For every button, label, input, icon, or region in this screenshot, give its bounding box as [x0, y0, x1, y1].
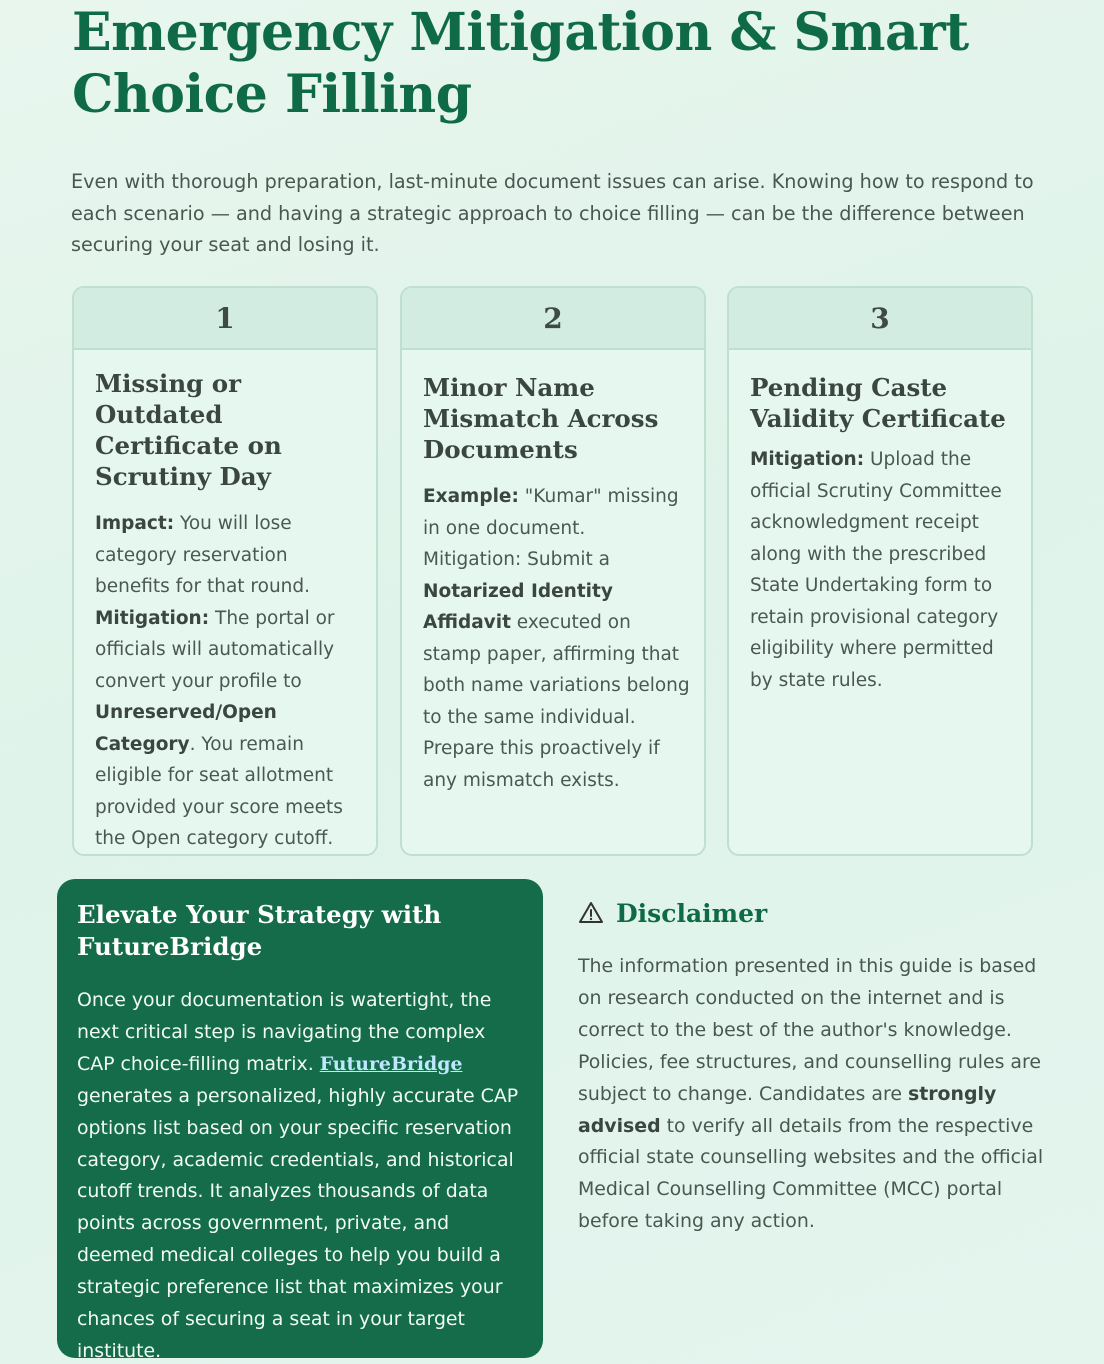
promo-body-start: Once your documentation is watertight, the next critical step is navigating the complex CAP choice-filling matrix.	[77, 989, 492, 1075]
page-title: Emergency Mitigation & Smart Choice Filling	[72, 2, 969, 125]
impact-text: You will lose category reservation benefits for that round.	[95, 513, 311, 597]
card-number: 2	[402, 288, 704, 350]
mitigation-tail: . You remain eligible for seat allotment provided your score meets the Open category cutoff.	[95, 733, 343, 849]
scenario-card-1	[72, 286, 378, 856]
warning-triangle-icon	[578, 900, 604, 926]
mitigation-label: Mitigation:	[95, 607, 210, 629]
disclaimer-header	[578, 895, 1048, 931]
mitigation-text: Submit a	[521, 549, 610, 570]
card-number: 3	[729, 288, 1031, 350]
promo-body-end: generates a personalized, highly accurate CAP options list based on your specific reservation category, academic credentials, and historical cutoff trends. It analyzes thousands of data points across government, private, and deemed medical colleges to help you build a strategic preference list that maximizes your chances of securing a seat in your target institute.	[77, 1084, 519, 1362]
disclaimer-strong: strongly advised	[578, 1082, 997, 1137]
example-label: Example:	[423, 486, 519, 507]
card-title: Minor Name Mismatch Across Documents	[423, 373, 659, 464]
mitigation-text: The portal or officials will automatically convert your profile to	[95, 607, 335, 692]
futurebridge-promo	[57, 879, 543, 1362]
mitigation-tail: executed on stamp paper, affirming that both name variations belong to the same individual. Prepare this proactively if any mismatch exists.	[423, 612, 690, 791]
impact-label: Impact:	[95, 513, 175, 534]
scenario-card-2	[400, 286, 706, 856]
card-body	[95, 508, 362, 855]
card-title: Pending Caste Validity Certificate	[750, 373, 1006, 433]
card-number: 1	[74, 288, 376, 350]
mitigation-label: Mitigation:	[423, 549, 522, 570]
example-text: "Kumar" missing in one document.	[423, 486, 679, 539]
promo-body	[77, 985, 523, 1364]
card-title: Missing or Outdated Certificate on Scrutiny Day	[95, 369, 282, 491]
scenario-card-3	[727, 286, 1033, 856]
mitigation-emphasis: Unreserved/Open Category	[95, 702, 277, 755]
disclaimer-title: Disclaimer	[616, 898, 768, 928]
mitigation-label: Mitigation:	[750, 449, 865, 470]
futurebridge-link[interactable]: FutureBridge	[319, 1052, 463, 1075]
intro-paragraph: Even with thorough preparation, last-minute document issues can arise. Knowing how to respond to each scenario — and having a strategic approach to choice filling — can be the difference between securing your seat and losing it.	[71, 170, 1034, 256]
card-body	[750, 444, 1017, 696]
card-body	[423, 481, 690, 796]
disclaimer-body-end: to verify all details from the respective official state counselling websites and the official Medical Counselling Committee (MCC) portal before taking any action.	[578, 1114, 1044, 1233]
disclaimer-section	[578, 895, 1048, 1238]
disclaimer-body-start: The information presented in this guide is based on research conducted on the internet and is correct to the best of the author's knowledge. Policies, fee structures, and counselling rules are subject to change. Candidates are	[578, 955, 1041, 1105]
promo-title: Elevate Your Strategy with FutureBridge	[77, 900, 442, 961]
mitigation-text: Upload the official Scrutiny Committee acknowledgment receipt along with the prescribed State Undertaking form to retain provisional category eligibility where permitted by state rules.	[750, 449, 1002, 691]
disclaimer-body	[578, 951, 1048, 1238]
mitigation-emphasis: Notarized Identity Affidavit	[423, 580, 613, 633]
